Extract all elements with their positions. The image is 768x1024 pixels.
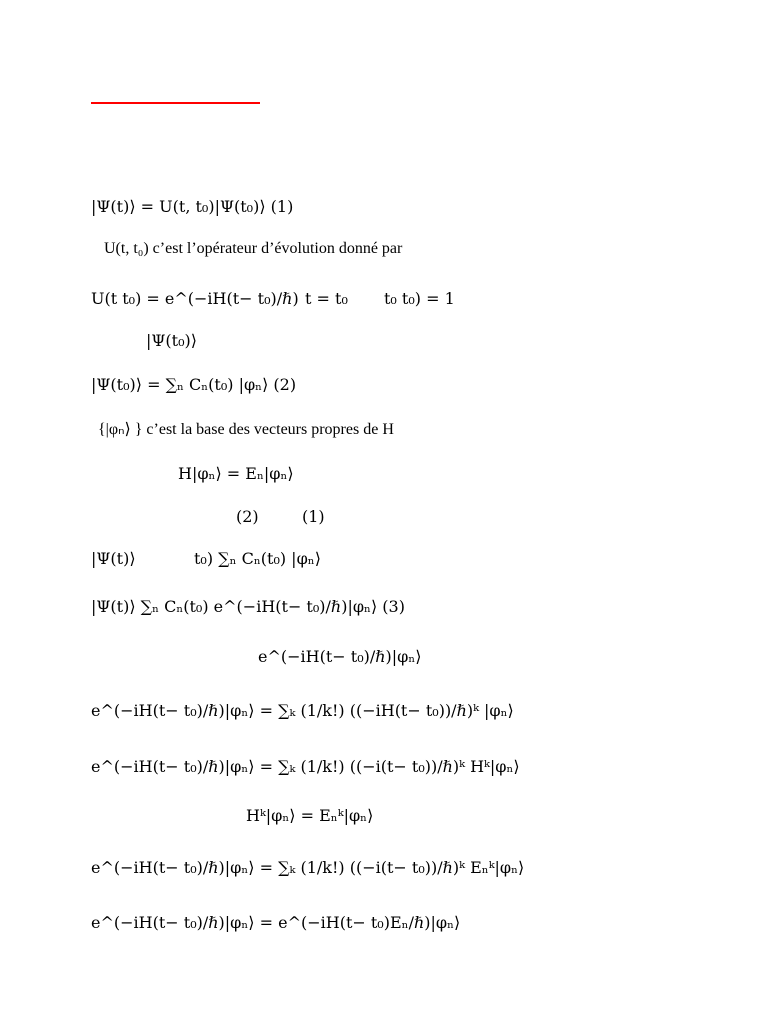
operator-definition: U(t t₀) = e^(−iH(t− t₀)/ℏ) <box>91 289 299 308</box>
eigenbasis-text: {|φₙ⟩ } c’est la base des vecteurs propres de H <box>98 421 394 438</box>
ref-1: (1) <box>302 507 325 526</box>
equation-1: |Ψ(t)⟩ = U(t, t₀)|Ψ(t₀)⟩ (1) <box>91 197 294 216</box>
series-expansion-2: e^(−iH(t− t₀)/ℏ)|φₙ⟩ = ∑ₖ (1/k!) ((−i(t− t₀))/ℏ)ᵏ Hᵏ|φₙ⟩ <box>91 757 520 776</box>
state-expansion: t₀) ∑ₙ Cₙ(t₀) |φₙ⟩ <box>194 549 321 568</box>
power-eigenvalue: Hᵏ|φₙ⟩ = Eₙᵏ|φₙ⟩ <box>246 806 374 825</box>
ref-2: (2) <box>236 507 259 526</box>
series-expansion-1: e^(−iH(t− t₀)/ℏ)|φₙ⟩ = ∑ₖ (1/k!) ((−iH(t− t₀))/ℏ)ᵏ |φₙ⟩ <box>91 701 514 720</box>
evolution-operator-text: U(t, t₀) c’est l’opérateur d’évolution donné par <box>104 240 403 257</box>
red-underline <box>91 102 260 104</box>
operator-initial-value: t₀ t₀) = 1 <box>384 289 455 308</box>
final-result: e^(−iH(t− t₀)/ℏ)|φₙ⟩ = e^(−iH(t− t₀)Eₙ/ℏ)|φₙ⟩ <box>91 913 461 932</box>
equation-3: |Ψ(t)⟩ ∑ₙ Cₙ(t₀) e^(−iH(t− t₀)/ℏ)|φₙ⟩ (3) <box>91 597 405 616</box>
exponential-operator: e^(−iH(t− t₀)/ℏ)|φₙ⟩ <box>258 647 422 666</box>
condition-t-equals-t0: t = t₀ <box>305 289 348 308</box>
eigenvalue-equation: H|φₙ⟩ = Eₙ|φₙ⟩ <box>178 464 294 483</box>
initial-state: |Ψ(t₀)⟩ <box>146 331 197 350</box>
state-lhs: |Ψ(t)⟩ <box>91 549 136 568</box>
series-expansion-3: e^(−iH(t− t₀)/ℏ)|φₙ⟩ = ∑ₖ (1/k!) ((−i(t− t₀))/ℏ)ᵏ Eₙᵏ|φₙ⟩ <box>91 858 525 877</box>
equation-2: |Ψ(t₀)⟩ = ∑ₙ Cₙ(t₀) |φₙ⟩ (2) <box>91 375 297 394</box>
